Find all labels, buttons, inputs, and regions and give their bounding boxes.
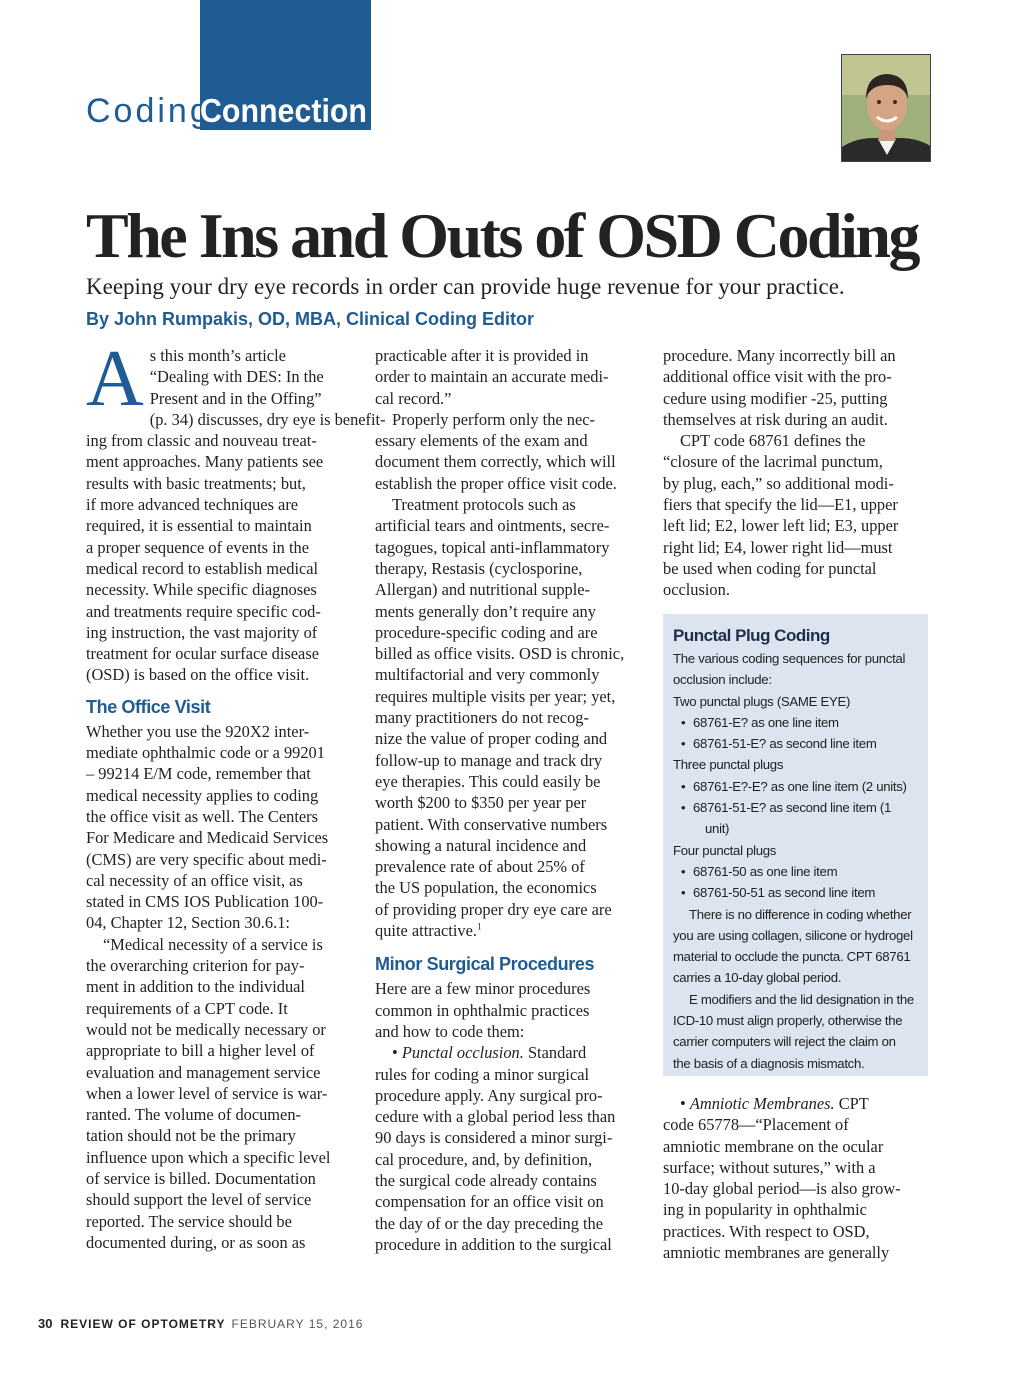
col1-paragraph-2 [86,721,354,934]
text-line: right lid; E4, lower right lid—must [663,537,893,557]
article-title: The Ins and Outs of OSD Coding [86,200,918,271]
text-line: (OSD) is based on the office visit. [86,665,310,685]
text-line: cal procedure, and, by definition, [375,1149,593,1169]
text-line: occlusion. [663,580,730,600]
text-line: additional office visit with the pro- [663,367,892,387]
column-2 [375,345,643,1255]
text-line: Allergan) and nutritional supple- [375,580,590,600]
text-line: amniotic membranes are generally [663,1243,890,1263]
text-line: (CMS) are very specific about medi- [86,849,327,869]
text-line: documented during, or as soon as [86,1232,306,1252]
text-line: prevalence rate of about 25% of [375,857,585,877]
text-line: surface; without sutures,” with a [663,1157,876,1177]
text-line: be used when coding for punctal [663,558,877,578]
text-line: Present and in the Offing” [149,388,322,408]
text-line: rules for coding a minor surgical [375,1064,590,1084]
bullet-term: Punctal occlusion. [401,1043,524,1063]
text-line: ing in popularity in ophthalmic [663,1200,867,1220]
text-line: practices. With respect to OSD, [663,1221,870,1241]
sidebar-list-item: • 68761-E?-E? as one line item (2 units) [673,776,918,797]
col3-paragraph-2 [663,430,928,600]
text-line: appropriate to bill a higher level of [86,1041,315,1061]
text-line: tagogues, topical anti-inflammatory [375,537,610,557]
text-line: s this month’s article [149,346,286,365]
text-line: practicable after it is provided in [375,346,589,365]
text-line: procedure in addition to the surgical [375,1234,612,1254]
publication-name: REVIEW OF OPTOMETRY [60,1317,226,1331]
col2-paragraph-3 [375,494,643,920]
text-line: order to maintain an accurate medi- [375,367,609,387]
sidebar-intro-line: occlusion include: [673,672,772,688]
text-line: the US population, the economics [375,878,597,898]
text-line: requires multiple visits per year; yet, [375,686,616,706]
text-line: ments generally don’t require any [375,601,596,621]
col2-paragraph-5 [375,1064,643,1256]
sidebar-list-item: • 68761-E? as one line item [673,712,918,733]
text-line: when a lower level of service is war- [86,1083,328,1103]
text-line: 90 days is considered a minor surgi- [375,1128,613,1148]
text-line: multifactorial and very commonly [375,665,600,685]
text-line: and treatments require specific cod- [86,601,321,621]
text-line: Here are a few minor procedures [375,979,591,999]
sidebar-note-line: material to occlude the puncta. CPT 68761 [673,949,911,965]
section-tag-bold: Connection [200,92,367,129]
text-line: common in ophthalmic practices [375,1000,590,1020]
text-line: reported. The service should be [86,1211,292,1231]
sidebar-note-line: There is no difference in coding whether [689,906,912,922]
heading-office-visit: The Office Visit [86,696,211,717]
col2-paragraph-1 [375,345,643,409]
article-byline: By John Rumpakis, OD, MBA, Clinical Coding Editor [86,309,535,329]
col3-paragraph-1 [663,345,928,430]
text-line: “closure of the lacrimal punctum, [663,452,883,472]
text-line: artificial tears and ointments, secre- [375,516,610,536]
text-line: For Medicare and Medicaid Services [86,828,329,848]
text-line: therapy, Restasis (cyclosporine, [375,558,583,578]
sidebar-note-line: E modifiers and the lid designation in the [689,991,914,1007]
column-3 [663,345,928,601]
text-line: stated in CMS IOS Publication 100- [86,892,324,912]
author-portrait-image [842,55,931,162]
text-line: of providing proper dry eye care are [375,899,612,919]
text-line: – 99214 E/M code, remember that [86,764,311,784]
text-line: necessity. While specific diagnoses [86,580,317,600]
text-line: the office visit as well. The Centers [86,806,318,826]
text-line: document them correctly, which will [375,452,616,472]
sidebar-group-label: Three punctal plugs [673,757,784,773]
text-line: showing a natural incidence and [375,835,587,855]
text-line: would not be medically necessary or [86,1019,326,1039]
drop-cap: A [86,335,144,423]
sidebar-list-item-continued: unit) [705,821,730,837]
text-line: ment approaches. Many patients see [86,452,324,472]
punctal-plug-sidebar [663,614,928,1076]
text-line: medical necessity applies to coding [86,785,319,805]
text-line: 10-day global period—is also grow- [663,1179,901,1199]
text-line: code 65778—“Placement of [663,1115,849,1135]
text-line: “Medical necessity of a service is [103,934,323,954]
text-line: Properly perform only the nec- [392,409,595,429]
text-line: amniotic membrane on the ocular [663,1136,884,1156]
col2-paragraph-2 [375,409,643,494]
text-line: Whether you use the 920X2 inter- [86,721,310,741]
text-line: ranted. The volume of documen- [86,1105,301,1125]
text-line: of service is billed. Documentation [86,1168,316,1188]
text-line: cedure with a global period less than [375,1107,616,1127]
bullet-marker: • [392,1043,402,1063]
text-line: a proper sequence of events in the [86,537,310,557]
col1-intro-rest [86,409,386,686]
text-line: and how to code them: [375,1021,525,1041]
sidebar-list-item: • 68761-50-51 as second line item [673,882,918,903]
text-line: themselves at risk during an audit. [663,409,888,429]
section-tag [86,92,381,130]
text-line: (p. 34) discusses, dry eye is benefit- [149,409,386,429]
text-line: billed as office visits. OSD is chronic, [375,644,625,664]
footnote-ref: 1 [476,921,482,932]
bullet-term: Amniotic Membranes. [689,1094,835,1113]
column-3-continued [663,1093,928,1263]
text-line: eye therapies. This could easily be [375,771,601,791]
page-footer [38,1316,363,1332]
text-line: left lid; E2, lower left lid; E3, upper [663,516,899,536]
text-line: influence upon which a specific level [86,1147,331,1167]
text-line: Standard [523,1043,587,1063]
text-line: CPT code 68761 defines the [680,431,866,451]
text-line: the surgical code already contains [375,1170,597,1190]
text-line: required, it is essential to maintain [86,516,312,536]
text-line: essary elements of the exam and [375,431,588,451]
author-photo [841,54,931,162]
text-line: cal record.” [375,388,452,408]
text-line: requirements of a CPT code. It [86,998,288,1018]
text-line: if more advanced techniques are [86,495,299,515]
text-line: nize the value of proper coding and [375,729,608,749]
col3-bullet-amniotic [663,1093,928,1114]
text-line: “Dealing with DES: In the [149,367,324,387]
text-line: procedure-specific coding and are [375,622,598,642]
article-subtitle: Keeping your dry eye records in order can provide huge revenue for your practice. [86,274,845,299]
text-line: results with basic treatments; but, [86,473,306,493]
col2-paragraph-3-end [375,920,643,941]
text-line: cal necessity of an office visit, as [86,870,303,890]
sidebar-note-line: ICD-10 must align properly, otherwise the [673,1013,903,1029]
sidebar-list-item: • 68761-51-E? as second line item [673,733,918,754]
text-line: procedure. Many incorrectly bill an [663,346,896,365]
text-line: mediate ophthalmic code or a 99201 [86,743,325,763]
sidebar-list-item: • 68761-51-E? as second line item (1 [673,797,918,818]
col2-paragraph-4 [375,978,643,1042]
sidebar-note-line: the basis of a diagnosis mismatch. [673,1055,865,1071]
text-line: patient. With conservative numbers [375,814,608,834]
text-line: follow-up to manage and track dry [375,750,603,770]
text-line: ment in addition to the individual [86,977,305,997]
sidebar-intro-line: The various coding sequences for punctal [673,651,906,666]
text-line: compensation for an office visit on [375,1192,604,1212]
issue-date: FEBRUARY 15, 2016 [231,1317,364,1331]
text-line: worth $200 to $350 per year per [375,793,587,813]
sidebar-note-line: carrier computers will reject the claim on [673,1034,896,1050]
col3-paragraph-3 [663,1114,928,1263]
text-line: the day of or the day preceding the [375,1213,604,1233]
text-line: CPT [834,1094,869,1113]
sidebar-group-label: Two punctal plugs (SAME EYE) [673,693,851,709]
bullet-marker: • [680,1094,690,1113]
text-line: by plug, each,” so additional modi- [663,473,894,493]
text-line: medical record to establish medical [86,558,319,578]
text-line: fiers that specify the lid—E1, upper [663,495,898,515]
sidebar-note-line: you are using collagen, silicone or hydrogel [673,927,913,943]
text-line: many practitioners do not recog- [375,708,589,728]
page-number: 30 [38,1316,53,1331]
col1-paragraph-3 [86,934,354,1253]
text-line: the overarching criterion for pay- [86,956,305,976]
column-1 [86,335,386,1253]
text-line: establish the proper office visit code. [375,473,617,493]
col1-intro-paragraph [86,335,386,686]
text-line: tation should not be the primary [86,1126,296,1146]
text-line: should support the level of service [86,1190,312,1210]
text-line: evaluation and management service [86,1062,321,1082]
section-tag-light: Coding [86,92,212,130]
text-line: 04, Chapter 12, Section 30.6.1: [86,913,290,933]
text-line: procedure apply. Any surgical pro- [375,1085,603,1105]
text-line: ing from classic and nouveau treat- [86,431,317,451]
heading-minor-surgical: Minor Surgical Procedures [375,954,595,975]
col2-bullet-punctal [375,1042,643,1063]
text-line: Treatment protocols such as [392,495,576,515]
sidebar-list-item: • 68761-50 as one line item [673,861,918,882]
text-line: quite attractive. [375,921,477,941]
sidebar-title: Punctal Plug Coding [673,626,830,645]
sidebar-note-line: carries a 10-day global period. [673,970,842,986]
text-line: cedure using modifier -25, putting [663,388,888,408]
sidebar-group-label: Four punctal plugs [673,842,777,858]
text-line: treatment for ocular surface disease [86,644,319,664]
text-line: ing instruction, the vast majority of [86,622,318,642]
